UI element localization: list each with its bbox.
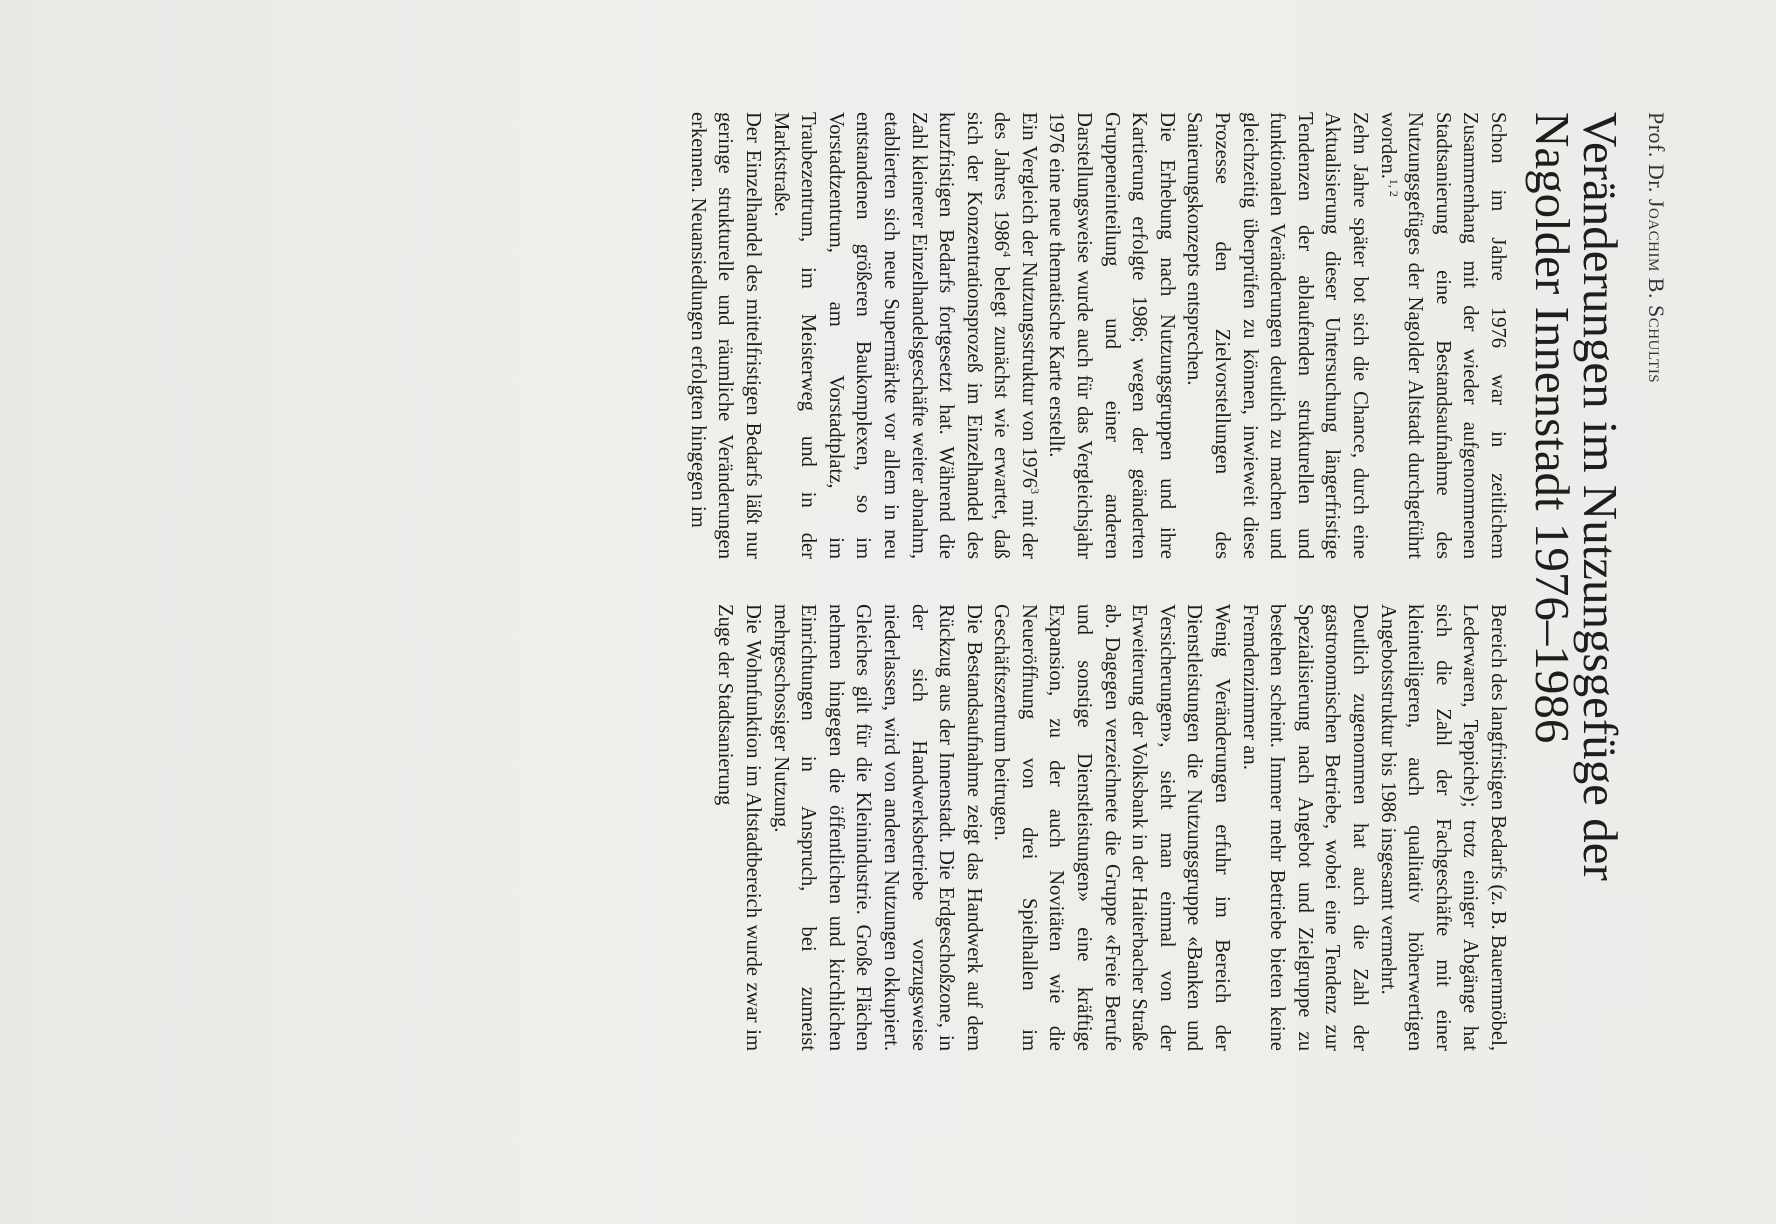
author-line [1643, 112, 1669, 383]
footnote-ref: 1, 2 [1386, 178, 1401, 197]
text-column-left [683, 112, 1511, 559]
paragraph: Die Erhebung nach Nutzungsgruppen und ihre Kartierung erfolgte 1986; wegen der geänderten Gruppeneinteilung und einer anderen Darstellungsweise wurde auch für das Vergleichsjahr 1976 eine neue thematische Karte erstellt. [1045, 112, 1178, 559]
paragraph: Die Bestandsaufnahme zeigt das Handwerk auf dem Rückzug aus der Innenstadt. Die Erdgeschoßzone, in der sich Handwerksbetriebe vorzugsweise niederlassen, wird von anderen Nutzungen okkupiert. Gleiches gilt für die Kleinindustrie. Große Flächen nehmen hingegen die öffentlichen und kirchlichen Einrichtungen in Anspruch, bei zumeist mehrgeschossiger Nutzung. [769, 604, 985, 1051]
article-title: Veränderungen im Nutzungsgefüge der Nagolder Innenstadt 1976–1986 [1525, 112, 1628, 881]
footnote-ref: 3 [1027, 488, 1042, 495]
paragraph: Der Einzelhandel des mittelfristigen Bedarfs läßt nur geringe strukturelle und räumliche Veränderungen erkennen. Neuansiedlungen erfolgten hingegen im [686, 112, 764, 559]
paragraph: Die Wohnfunktion im Altstadtbereich wurde zwar im Zuge der Stadtsanierung [714, 604, 764, 1051]
paragraph: Zehn Jahre später bot sich die Chance, durch eine Aktualisierung dieser Untersuchung längerfristige Tendenzen der ablaufenden strukturellen und funktionalen Veränderungen deutlich zu machen und gleichzeitig überprüfen zu können, inwieweit diese Prozesse den Zielvorstellungen des Sanierungskonzepts entsprechen. [1183, 112, 1372, 559]
paragraph: Deutlich zugenommen hat auch die Zahl der gastronomischen Betriebe, wobei eine Tendenz zur Spezialisierung nach Angebot und Zielgruppe zu bestehen scheint. Immer mehr Betriebe bieten keine Fremdenzimmer an. [1238, 604, 1372, 1051]
author-name: Joachim B. Schultis [1644, 198, 1669, 384]
paragraph: Ein Vergleich der Nutzungsstruktur von 1976$^3$ mit der des Jahres 1986$^4$ belegt zunächst wie erwartet, daß sich der Konzentrationsprozeß im Einzelhandel des kurzfristigen Bedarfs fortgesetzt hat. Während die Zahl kleinerer Einzelhandelsgeschäfte weiter abnahm, etablierten sich neue Supermärkte vor allem in neu entstandenen größeren Baukomplexen, so im Vorstadtzentrum, am Vorstadtplatz, im Traubezentrum, im Meisterweg und in der Marktstraße. [769, 112, 1042, 559]
author-prefix: Prof. Dr. [1644, 112, 1669, 199]
text-column-right [711, 604, 1511, 1051]
footnote-ref: 4 [1000, 251, 1015, 258]
paragraph: Schon im Jahre 1976 war in zeitlichem Zusammenhang mit der wieder aufgenommenen Stadtsanierung eine Bestandsaufnahme des Nutzungsgefüges der Nagolder Altstadt durchgeführt worden.$^{1, 2}$ [1376, 112, 1509, 559]
paragraph: Wenig Veränderungen erfuhr im Bereich der Dienstleistungen die Nutzungsgruppe «Banken und Versicherungen», sieht man einmal von der Erweiterung der Volksbank in der Haiterbacher Straße ab. Dagegen verzeichnete die Gruppe «Freie Berufe und sonstige Dienstleistungen» eine kräftige Expansion, zu der auch Novitäten wie die Neueröffnung von drei Spielhallen im Geschäftszentrum beitrugen. [990, 604, 1234, 1051]
paragraph: Bereich des langfristigen Bedarfs (z. B. Bauernmöbel, Lederwaren, Teppiche); trotz einiger Abgänge hat sich die Zahl der Fachgeschäfte mit einer kleinteiligeren, auch qualitativ höherwertigen Angebotsstruktur bis 1986 insgesamt vermehrt. [1376, 604, 1509, 1051]
